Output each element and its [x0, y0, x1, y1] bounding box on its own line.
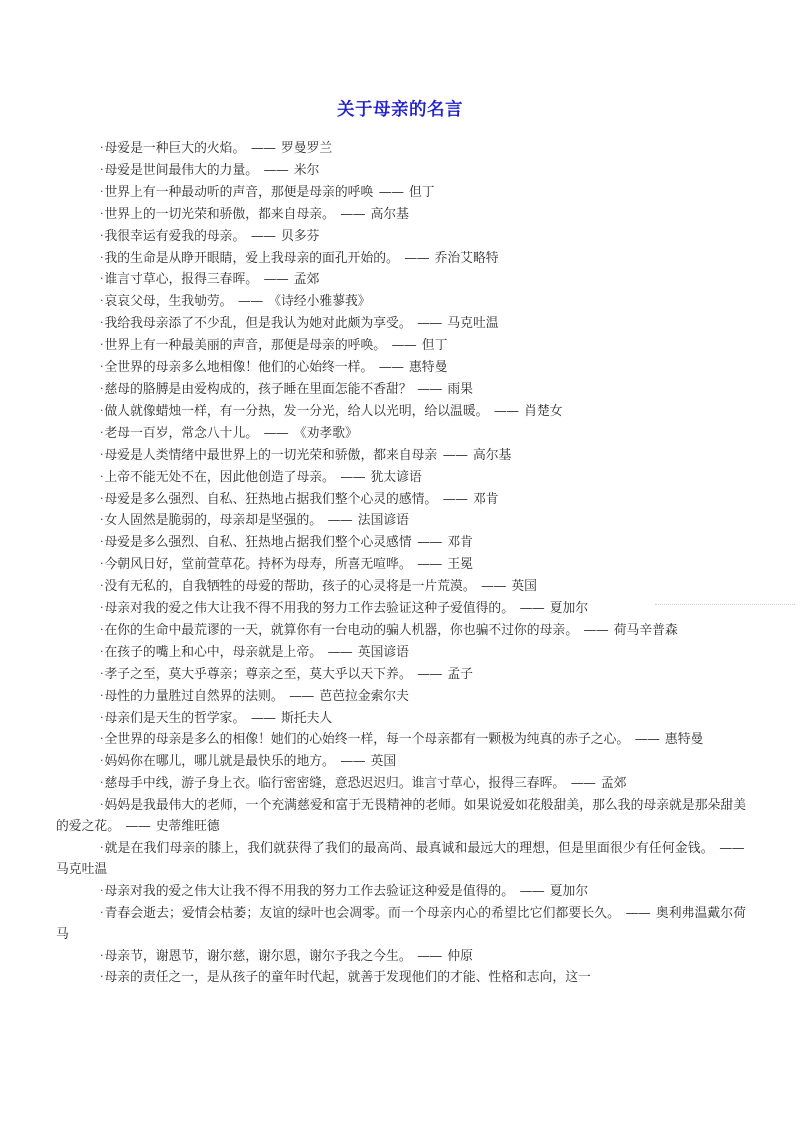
- quote-line: [56, 686, 746, 708]
- quote-line: [56, 598, 746, 620]
- attribution-dash: ——: [400, 250, 433, 266]
- quote-author: 夏加尔: [549, 601, 589, 617]
- page-title: 关于母亲的名言: [337, 100, 463, 120]
- bullet-icon: ·: [100, 710, 104, 724]
- bullet-icon: ·: [100, 360, 104, 374]
- quote-text: 慈母的胳膊是由爱构成的，孩子睡在里面怎能不香甜？: [104, 381, 412, 397]
- quote-line: [56, 182, 746, 204]
- bullet-icon: ·: [100, 688, 104, 702]
- quote-line: [56, 554, 746, 576]
- attribution-dash: ——: [247, 141, 279, 156]
- quote-author: 但丁: [408, 184, 435, 200]
- bullet-icon: ·: [100, 294, 104, 308]
- quote-line: [56, 881, 746, 903]
- bullet-icon: ·: [100, 970, 104, 984]
- quote-text: 青春会逝去；爱情会枯萎；友谊的绿叶也会凋零。而一个母亲内心的希望比它们都要长久。: [104, 905, 620, 921]
- attribution-dash: ——: [336, 206, 369, 222]
- quote-line: [56, 423, 746, 445]
- attribution-dash: ——: [285, 688, 318, 704]
- quote-line: [56, 335, 746, 357]
- quote-text: 老母一百岁，常念八十儿。: [104, 425, 259, 441]
- quote-author: 王冕: [447, 557, 473, 573]
- quote-author: 夏加尔: [549, 883, 589, 899]
- quote-author: 奥利弗温戴尔荷马: [56, 905, 746, 942]
- quote-line: [56, 664, 746, 686]
- attribution-dash: ——: [413, 535, 446, 551]
- bullet-icon: ·: [100, 184, 104, 198]
- quote-text: 在你的生命中最荒谬的一天，就算你有一台电动的骗人机器，你也骗不过你的母亲。: [104, 622, 578, 638]
- attribution-dash: ——: [260, 162, 292, 178]
- attribution-dash: ——: [413, 666, 446, 682]
- quote-line: [56, 445, 746, 467]
- quote-line: [56, 751, 746, 773]
- quote-author: 孟郊: [293, 272, 320, 288]
- quote-author: 高尔基: [370, 206, 409, 222]
- quote-line: [56, 903, 746, 946]
- bullet-icon: ·: [100, 469, 104, 483]
- quote-text: 谁言寸草心，报得三春晖。: [104, 272, 259, 288]
- attribution-dash: ——: [413, 948, 446, 964]
- quote-line: [56, 576, 746, 598]
- quote-author: 荷马辛普森: [613, 622, 678, 638]
- quote-author: 犹太谚语: [370, 469, 422, 485]
- attribution-dash: ——: [516, 883, 548, 899]
- quote-text: 母亲对我的爱之伟大让我不得不用我的努力工作去验证这种子爱值得的。: [104, 601, 514, 617]
- quote-author: 孟郊: [600, 776, 627, 792]
- quote-text: 在孩子的嘴上和心中，母亲就是上帝。: [104, 644, 323, 660]
- quote-author: 英国: [511, 579, 537, 595]
- bullet-icon: ·: [100, 666, 104, 680]
- quote-line: [56, 510, 746, 532]
- quote-text: 我给我母亲添了不少乱，但是我认为她对此颇为享受。: [104, 316, 412, 332]
- attribution-dash: ——: [413, 316, 446, 332]
- quote-author: 肖楚女: [524, 403, 563, 419]
- quote-author: 《劝孝歌》: [293, 425, 358, 441]
- quote-author: 邓肯: [447, 535, 473, 551]
- attribution-dash: ——: [439, 447, 471, 463]
- quote-text: 母爱是世间最伟大的力量。: [104, 162, 259, 178]
- quote-text: 母亲对我的爱之伟大让我不得不用我的努力工作去验证这种爱是值得的。: [104, 883, 514, 899]
- quote-text: 母性的力量胜过自然界的法则。: [104, 688, 284, 704]
- bullet-icon: ·: [100, 557, 104, 571]
- bullet-icon: ·: [100, 601, 104, 615]
- bullet-icon: ·: [100, 141, 104, 154]
- bullet-icon: ·: [100, 272, 104, 286]
- quote-author: 雨果: [447, 381, 473, 397]
- attribution-dash: ——: [247, 710, 279, 726]
- quote-author: 英国谚语: [357, 644, 409, 660]
- bullet-icon: ·: [100, 206, 104, 220]
- attribution-dash: ——: [260, 272, 292, 288]
- quote-line: [56, 946, 746, 968]
- quote-author: 法国谚语: [357, 513, 409, 529]
- bullet-icon: ·: [100, 316, 104, 330]
- quote-author: 史蒂维旺德: [155, 819, 220, 835]
- quote-line: [56, 269, 746, 291]
- quote-line: [56, 379, 746, 401]
- quote-author: 英国: [370, 754, 397, 770]
- quote-author: 米尔: [293, 162, 320, 178]
- attribution-dash: ——: [413, 557, 446, 573]
- quote-line: [56, 532, 746, 554]
- quote-text: 世界上的一切光荣和骄傲，都来自母亲。: [104, 206, 335, 222]
- attribution-dash: ——: [324, 644, 356, 660]
- quote-author: 《诗经小雅蓼莪》: [268, 294, 371, 310]
- quote-text: 全世界的母亲多么地相像！他们的心始终一样。: [104, 360, 374, 376]
- quote-line: [56, 160, 746, 182]
- quote-text: 今朝风日好，堂前萱草花。持杯为母寿，所喜无喧哗。: [104, 557, 412, 573]
- dotted-rule-artifact: [655, 604, 795, 606]
- quote-text: 哀哀父母，生我劬劳。: [104, 294, 233, 310]
- bullet-icon: ·: [100, 535, 104, 549]
- bullet-icon: ·: [100, 622, 104, 636]
- attribution-dash: ——: [413, 381, 446, 397]
- quote-text: 母爱是多么强烈、自私、狂热地占据我们整个心灵的感情。: [104, 491, 438, 507]
- quote-author: 乔治艾略特: [434, 250, 499, 266]
- attribution-dash: ——: [516, 601, 548, 617]
- quote-author: 孟子: [447, 666, 473, 682]
- quote-text: 母爱是一种巨大的火焰。: [104, 141, 246, 156]
- quote-line: [56, 313, 746, 335]
- quote-author: 贝多芬: [281, 228, 320, 244]
- quote-text: 世界上有一种最动听的声音，那便是母亲的呼唤: [104, 184, 374, 200]
- bullet-icon: ·: [100, 425, 104, 439]
- quote-line: [56, 357, 746, 379]
- quote-line: [56, 489, 746, 511]
- quote-line: [56, 642, 746, 664]
- bullet-icon: ·: [100, 491, 104, 505]
- quote-text: 全世界的母亲是多么的相像！她们的心始终一样，每一个母亲都有一颗极为纯真的赤子之心。: [104, 732, 630, 748]
- quote-text: 就是在我们母亲的膝上，我们就获得了我们的最高尚、最真诚和最远大的理想，但是里面很少有任何金钱。: [104, 841, 714, 856]
- attribution-dash: ——: [388, 338, 420, 354]
- bullet-icon: ·: [100, 948, 104, 962]
- quote-author: 马克吐温: [447, 316, 499, 332]
- bullet-icon: ·: [100, 381, 104, 395]
- bullet-icon: ·: [100, 403, 104, 417]
- attribution-dash: ——: [247, 228, 279, 244]
- quote-line: [56, 226, 746, 248]
- attribution-dash: ——: [121, 819, 154, 835]
- quote-text: 妈妈是我最伟大的老师，一个充满慈爱和富于无畏精神的老师。如果说爱如花般甜美，那么我的母亲就是那朵甜美的爱之花。: [56, 798, 746, 835]
- quote-text: 做人就像蜡烛一样，有一分热，发一分光，给人以光明，给以温暖。: [104, 403, 489, 419]
- bullet-icon: ·: [100, 579, 104, 593]
- quote-line: [56, 620, 746, 642]
- attribution-dash: ——: [260, 425, 292, 441]
- bullet-icon: ·: [100, 447, 104, 461]
- quote-text: 母爱是多么强烈、自私、狂热地占据我们整个心灵感情: [104, 535, 412, 551]
- quote-line: [56, 729, 746, 751]
- quote-line: [56, 795, 746, 838]
- attribution-dash: ——: [621, 905, 654, 921]
- bullet-icon: ·: [100, 228, 104, 242]
- quote-text: 母亲们是天生的哲学家。: [104, 710, 246, 726]
- attribution-dash: ——: [375, 360, 407, 376]
- quote-line: [56, 291, 746, 313]
- quote-text: 慈母手中线，游子身上衣。临行密密缝，意恐迟迟归。谁言寸草心，报得三春晖。: [104, 776, 566, 792]
- attribution-dash: ——: [439, 491, 471, 507]
- quote-author: 邓肯: [472, 491, 499, 507]
- quote-line: [56, 204, 746, 226]
- quote-text: 母爱是人类情绪中最世界上的一切光荣和骄傲，都来自母亲: [104, 447, 438, 463]
- quote-text: 世界上有一种最美丽的声音，那便是母亲的呼唤。: [104, 338, 387, 354]
- bullet-icon: ·: [100, 644, 104, 658]
- quote-author: 惠特曼: [408, 360, 448, 376]
- bullet-icon: ·: [100, 250, 104, 264]
- quote-line: [56, 248, 746, 270]
- attribution-dash: ——: [579, 622, 612, 638]
- quote-line: [56, 467, 746, 489]
- quote-list: [56, 138, 746, 989]
- quote-author: 惠特曼: [664, 732, 704, 748]
- quote-line: [56, 773, 746, 795]
- bullet-icon: ·: [100, 513, 104, 527]
- attribution-dash: ——: [631, 732, 663, 748]
- quote-line: [56, 138, 746, 160]
- bullet-icon: ·: [100, 776, 104, 790]
- quote-author: 马克吐温: [56, 861, 108, 877]
- quote-line: [56, 967, 746, 989]
- quote-text: 母亲节，谢恩节，谢尔慈，谢尔恩，谢尔予我之今生。: [104, 948, 412, 964]
- attribution-dash: ——: [234, 294, 267, 310]
- attribution-dash: ——: [336, 754, 369, 770]
- attribution-dash: ——: [336, 469, 369, 485]
- quote-text: 孝子之至，莫大乎尊亲；尊亲之至，莫大乎以天下养。: [104, 666, 412, 682]
- bullet-icon: ·: [100, 162, 104, 176]
- quote-author: 芭芭拉金索尔夫: [319, 688, 409, 704]
- quote-text: 我很幸运有爱我的母亲。: [104, 228, 246, 244]
- quote-line: [56, 401, 746, 423]
- quote-author: 高尔基: [472, 447, 512, 463]
- bullet-icon: ·: [100, 905, 104, 919]
- quote-line: [56, 708, 746, 730]
- attribution-dash: ——: [490, 403, 523, 419]
- quote-text: 妈妈你在哪儿，哪儿就是最快乐的地方。: [104, 754, 335, 770]
- bullet-icon: ·: [100, 338, 104, 352]
- bullet-icon: ·: [100, 883, 104, 897]
- quote-author: 罗曼罗兰: [281, 141, 333, 156]
- attribution-dash: ——: [477, 579, 510, 595]
- bullet-icon: ·: [100, 798, 104, 812]
- quote-author: 仲原: [447, 948, 473, 964]
- attribution-dash: ——: [324, 513, 356, 529]
- bullet-icon: ·: [100, 732, 104, 746]
- quote-text: 上帝不能无处不在，因此他创造了母亲。: [104, 469, 335, 485]
- bullet-icon: ·: [100, 841, 104, 854]
- quote-text: 我的生命是从睁开眼睛，爱上我母亲的面孔开始的。: [104, 250, 399, 266]
- attribution-dash: ——: [567, 776, 599, 792]
- quote-line: [56, 838, 746, 881]
- quote-text: 母亲的责任之一，是从孩子的童年时代起，就善于发现他们的才能、性格和志向，这一: [104, 970, 591, 986]
- quote-author: 斯托夫人: [281, 710, 333, 726]
- attribution-dash: ——: [715, 841, 744, 856]
- bullet-icon: ·: [100, 754, 104, 768]
- quote-author: 但丁: [421, 338, 448, 354]
- quote-text: 没有无私的，自我牺牲的母爱的帮助，孩子的心灵将是一片荒漠。: [104, 579, 476, 595]
- quote-text: 女人固然是脆弱的，母亲却是坚强的。: [104, 513, 323, 529]
- attribution-dash: ——: [375, 184, 407, 200]
